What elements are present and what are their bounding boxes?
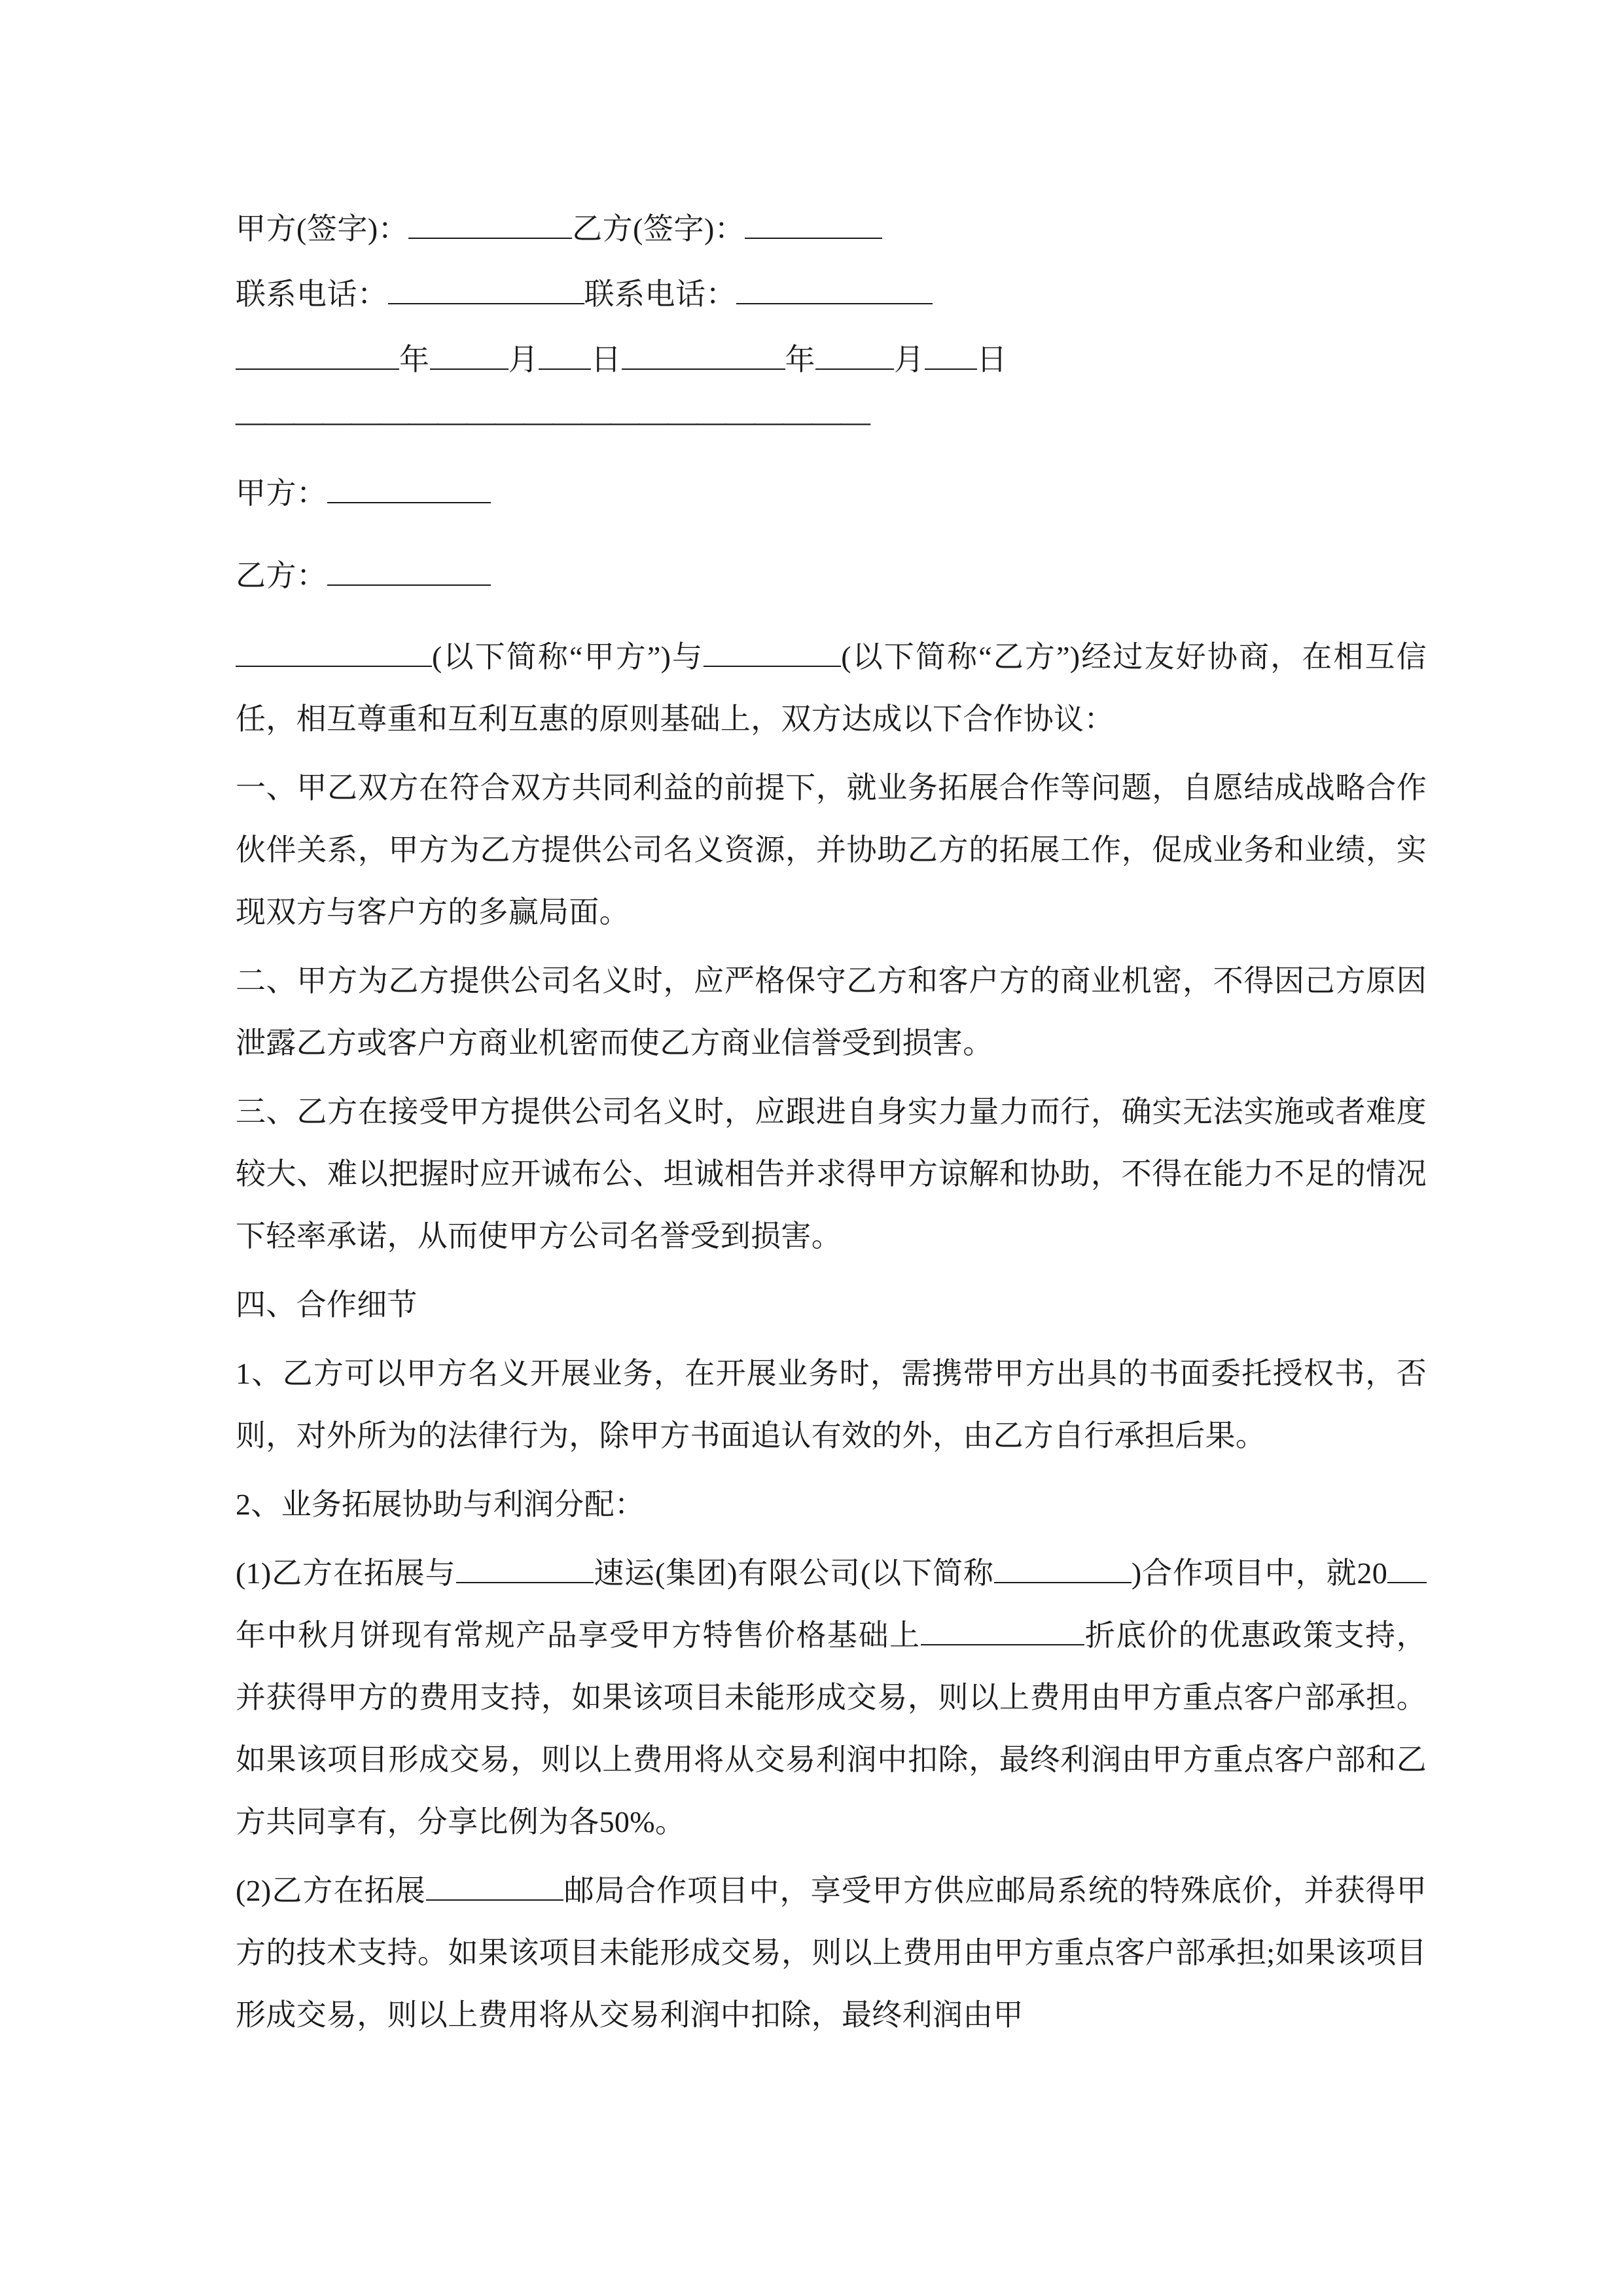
clause-1: 一、甲乙双方在符合双方共同利益的前提下，就业务拓展合作等问题，自愿结成战略合作伙伴关系，甲方为乙方提供公司名义资源，并协助乙方的拓展工作，促成业务和业绩，实现双方与客户方的多赢局面。 xyxy=(236,771,1427,929)
party-a-name-row xyxy=(236,461,1427,526)
party-b-year-label: 年 xyxy=(785,343,815,376)
spacer xyxy=(236,526,1427,543)
signature-line-phones xyxy=(236,262,1427,327)
clause-4-item-2: 2、业务拓展协助与利润分配： xyxy=(236,1488,645,1521)
preamble-paragraph xyxy=(236,626,1427,750)
signature-line-names xyxy=(236,196,1427,262)
preamble-seg2: (以下简称“乙方”)经过友好协商，在相互信任，相互尊重和互利互惠的原则基础上，双方达成以下合作协议： xyxy=(236,640,1427,736)
party-a-year-label: 年 xyxy=(399,343,430,376)
sub2-seg1: (2)乙方在拓展 xyxy=(236,1874,426,1907)
party-b-day-blank[interactable] xyxy=(925,334,977,370)
party-b-label: 乙方： xyxy=(236,559,327,592)
sub1-year-blank[interactable] xyxy=(1387,1548,1427,1583)
clause-2: 二、甲方为乙方提供公司名义时，应严格保守乙方和客户方的商业机密，不得因己方原因泄露乙方或客户方商业机密而使乙方商业信誉受到损害。 xyxy=(236,964,1427,1060)
party-b-month-label: 月 xyxy=(894,343,925,376)
party-b-name-row xyxy=(236,543,1427,609)
clause-4-item-1: 1、乙方可以甲方名义开展业务，在开展业务时，需携带甲方出具的书面委托授权书，否则，对外所为的法律行为，除甲方书面追认有效的外，由乙方自行承担后果。 xyxy=(236,1357,1427,1452)
signature-line-dates xyxy=(236,327,1427,393)
clause-4-heading: 四、合作细节 xyxy=(236,1288,418,1321)
party-a-month-blank[interactable] xyxy=(430,334,508,370)
party-a-phone-label: 联系电话： xyxy=(236,278,388,311)
party-a-phone-blank[interactable] xyxy=(388,269,584,304)
party-b-phone-blank[interactable] xyxy=(736,269,933,304)
party-a-day-label: 日 xyxy=(591,343,622,376)
clause-3: 三、乙方在接受甲方提供公司名义时，应跟进自身实力量力而行，确实无法实施或者难度较大、难以把握时应开诚布公、坦诚相告并求得甲方谅解和协助，不得在能力不足的情况下轻率承诺，从而使甲方公司名誉受到损害。 xyxy=(236,1095,1427,1253)
sub2-seg2: 邮局合作项目中，享受甲方供应邮局系统的特殊底价，并获得甲方的技术支持。如果该项目未能形成交易，则以上费用由甲方重点客户部承担;如果该项目形成交易，则以上费用将从交易利润中扣除，最终利润由甲 xyxy=(236,1874,1427,2032)
party-a-day-blank[interactable] xyxy=(539,334,591,370)
party-b-signature-label: 乙方(签字)： xyxy=(572,212,745,245)
preamble-party-b-blank[interactable] xyxy=(704,632,841,667)
document-body xyxy=(236,196,1427,2046)
section-divider: —————————————————————— xyxy=(236,404,869,438)
sub2-post-office-blank[interactable] xyxy=(426,1865,563,1901)
signature-block xyxy=(236,196,1427,626)
party-b-name-blank[interactable] xyxy=(327,550,491,586)
sub1-seg3: )合作项目中，就20 xyxy=(1131,1556,1387,1590)
sub1-seg5: 折底价的优惠政策支持，并获得甲方的费用支持，如果该项目未能形成交易，则以上费用由甲方重点客户部承担。如果该项目形成交易，则以上费用将从交易利润中扣除，最终利润由甲方重点客户部和乙方共同享有，分享比例为各50%。 xyxy=(236,1619,1427,1839)
party-b-month-blank[interactable] xyxy=(815,334,894,370)
party-a-name-blank[interactable] xyxy=(327,468,491,503)
preamble-party-a-blank[interactable] xyxy=(236,632,432,667)
party-b-phone-label: 联系电话： xyxy=(584,278,736,311)
party-b-year-blank[interactable] xyxy=(622,334,785,370)
sub1-seg2: 速运(集团)有限公司(以下简称 xyxy=(593,1556,994,1590)
clause-4-item-2-sub-2 xyxy=(236,1859,1427,2046)
party-a-year-blank[interactable] xyxy=(236,334,399,370)
party-a-signature-blank[interactable] xyxy=(408,204,572,239)
party-b-signature-blank[interactable] xyxy=(745,204,882,239)
preamble-seg1: (以下简称“甲方”)与 xyxy=(432,640,704,673)
party-a-label: 甲方： xyxy=(236,476,327,510)
spacer xyxy=(236,609,1427,626)
clause-4-item-2-sub-1 xyxy=(236,1542,1427,1853)
sub1-seg4: 年中秋月饼现有常规产品享受甲方特售价格基础上 xyxy=(236,1619,921,1652)
sub1-seg1: (1)乙方在拓展与 xyxy=(236,1556,456,1590)
sub1-discount-blank[interactable] xyxy=(921,1610,1084,1645)
party-a-signature-label: 甲方(签字)： xyxy=(236,212,409,245)
party-b-day-label: 日 xyxy=(976,343,1007,376)
sub1-company-blank[interactable] xyxy=(456,1548,594,1583)
sub1-abbr-blank[interactable] xyxy=(994,1548,1132,1583)
party-a-month-label: 月 xyxy=(508,343,539,376)
